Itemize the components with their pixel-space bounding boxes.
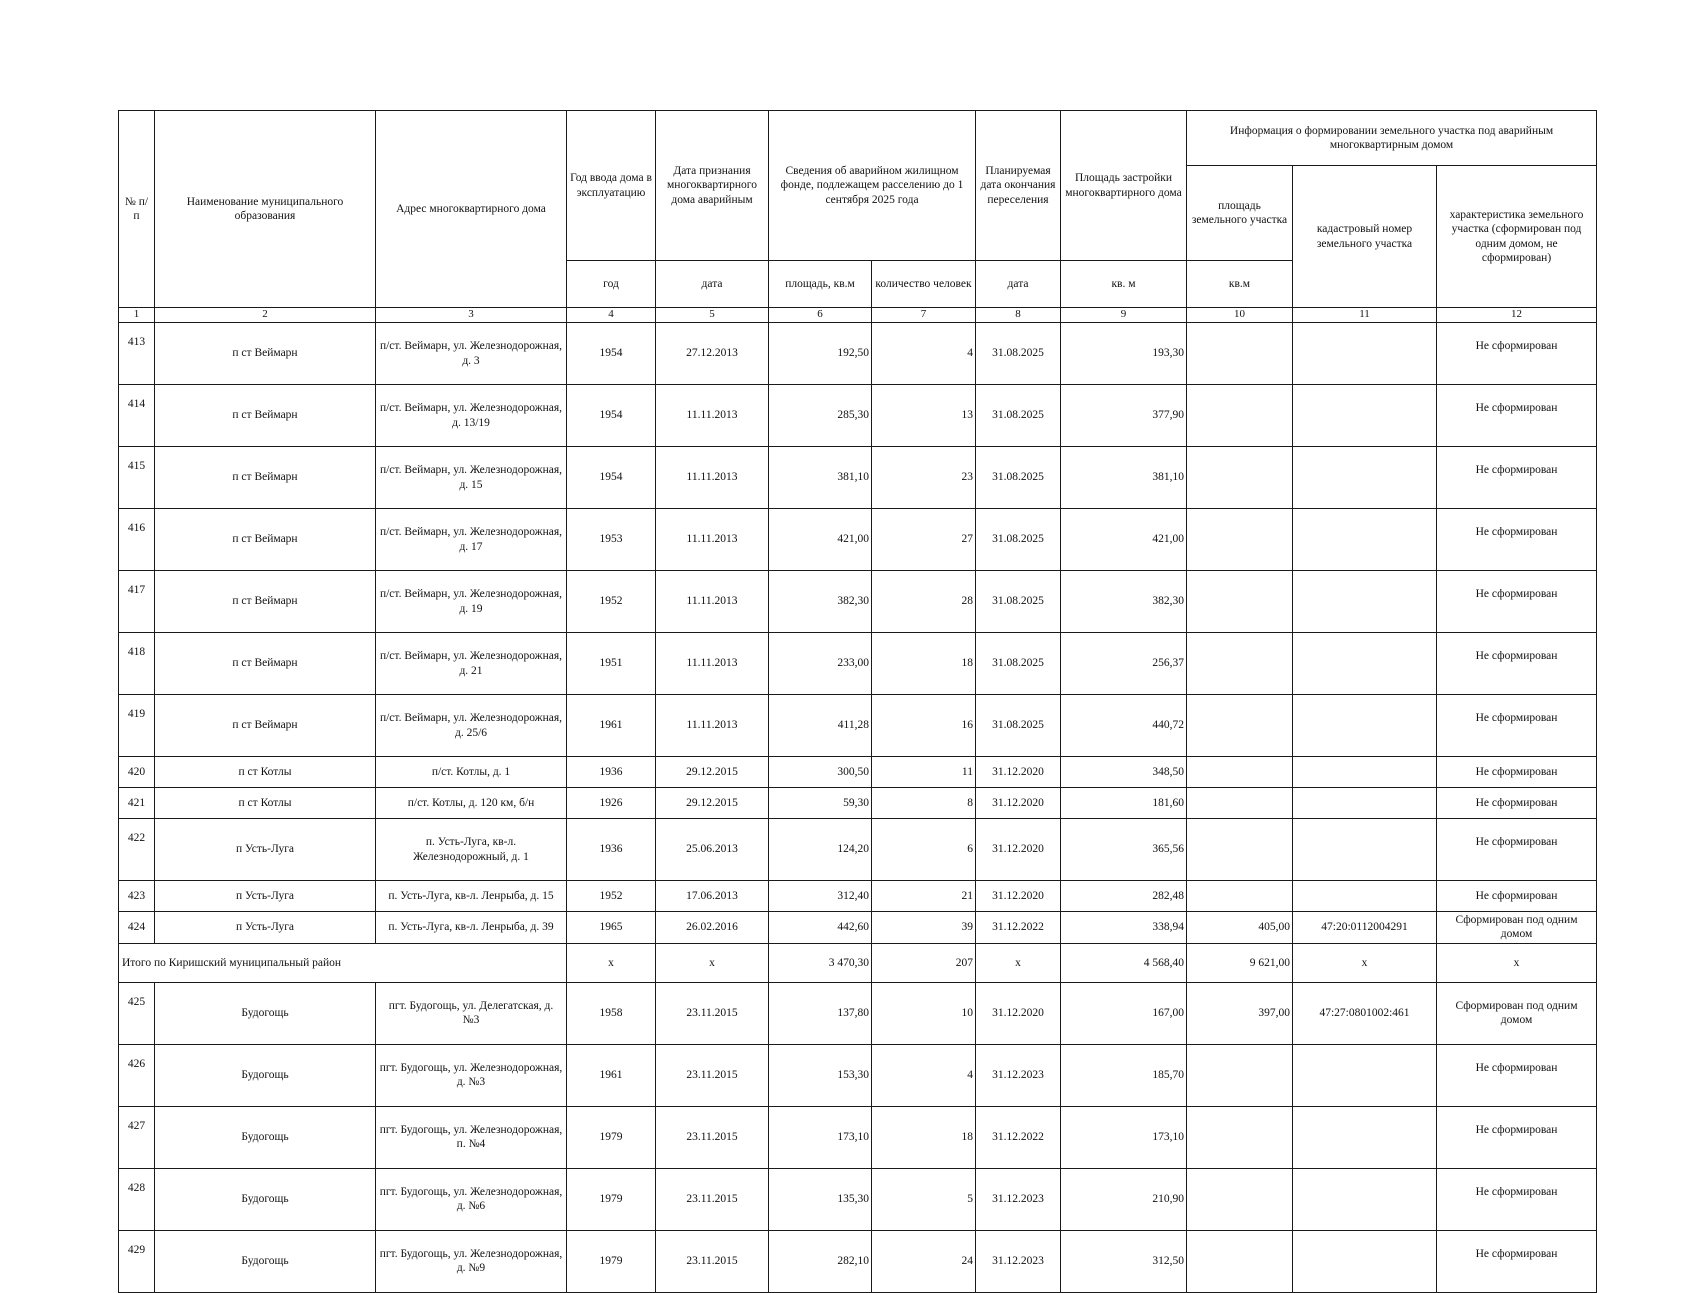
cadastral-number-cell — [1293, 447, 1437, 509]
land-characteristic-cell: Не сформирован — [1437, 695, 1597, 757]
municipality-cell: п ст Веймарн — [155, 571, 376, 633]
address-cell: п/ст. Веймарн, ул. Железнодорожная, д. 21 — [376, 633, 567, 695]
cadastral-number-cell — [1293, 1044, 1437, 1106]
header-col-recognition-date: Дата признания многоквартирного дома аварийным — [656, 111, 769, 261]
recognition-date-cell: 26.02.2016 — [656, 912, 769, 944]
building-area-cell: 256,37 — [1061, 633, 1187, 695]
building-area-cell: 167,00 — [1061, 982, 1187, 1044]
land-area-cell — [1187, 757, 1293, 788]
area-cell: 192,50 — [769, 323, 872, 385]
emergency-housing-table — [118, 110, 1597, 1293]
row-number: 414 — [119, 385, 155, 447]
area-cell: 153,30 — [769, 1044, 872, 1106]
people-cell: 13 — [872, 385, 976, 447]
land-characteristic-cell: Не сформирован — [1437, 819, 1597, 881]
land-characteristic-cell: Не сформирован — [1437, 1044, 1597, 1106]
cadastral-number-cell — [1293, 633, 1437, 695]
building-area-cell: 338,94 — [1061, 912, 1187, 944]
row-number: 426 — [119, 1044, 155, 1106]
header-col-municipality: Наименование муниципального образования — [155, 111, 376, 308]
header-col-land-area: площадь земельного участка — [1187, 166, 1293, 261]
header-col-cadastral-number: кадастровый номер земельного участка — [1293, 166, 1437, 308]
building-area-cell: 282,48 — [1061, 881, 1187, 912]
planned-date-cell: 31.12.2023 — [976, 1044, 1061, 1106]
area-cell: 411,28 — [769, 695, 872, 757]
land-characteristic-cell: Не сформирован — [1437, 447, 1597, 509]
year-cell: 1954 — [567, 385, 656, 447]
header-land-plot-group: Информация о формировании земельного участка под аварийным многоквартирным домом — [1187, 111, 1597, 166]
area-cell: 59,30 — [769, 788, 872, 819]
planned-date-cell: 31.08.2025 — [976, 447, 1061, 509]
cadastral-number-cell — [1293, 1230, 1437, 1292]
cadastral-number-cell — [1293, 509, 1437, 571]
address-cell: пгт. Будогощь, ул. Делегатская, д. №3 — [376, 982, 567, 1044]
municipality-cell: п Усть-Луга — [155, 881, 376, 912]
building-area-cell: 181,60 — [1061, 788, 1187, 819]
table-row — [119, 509, 1597, 571]
area-cell: 312,40 — [769, 881, 872, 912]
land-characteristic-cell: Не сформирован — [1437, 571, 1597, 633]
recognition-date-cell: 25.06.2013 — [656, 819, 769, 881]
address-cell: п/ст. Котлы, д. 1 — [376, 757, 567, 788]
year-cell: 1936 — [567, 757, 656, 788]
address-cell: п/ст. Веймарн, ул. Железнодорожная, д. 25/6 — [376, 695, 567, 757]
recognition-date-cell: 23.11.2015 — [656, 1168, 769, 1230]
recognition-date-cell: 23.11.2015 — [656, 982, 769, 1044]
cadastral-number-cell — [1293, 323, 1437, 385]
area-cell: 382,30 — [769, 571, 872, 633]
total-date: х — [656, 943, 769, 982]
municipality-cell: п Усть-Луга — [155, 912, 376, 944]
year-cell: 1952 — [567, 881, 656, 912]
row-number: 419 — [119, 695, 155, 757]
building-area-cell: 381,10 — [1061, 447, 1187, 509]
table-row — [119, 757, 1597, 788]
year-cell: 1958 — [567, 982, 656, 1044]
recognition-date-cell: 23.11.2015 — [656, 1044, 769, 1106]
address-cell: п/ст. Веймарн, ул. Железнодорожная, д. 17 — [376, 509, 567, 571]
building-area-cell: 365,56 — [1061, 819, 1187, 881]
recognition-date-cell: 29.12.2015 — [656, 757, 769, 788]
recognition-date-cell: 23.11.2015 — [656, 1106, 769, 1168]
table-row — [119, 982, 1597, 1044]
land-characteristic-cell: Не сформирован — [1437, 881, 1597, 912]
planned-date-cell: 31.12.2023 — [976, 1230, 1061, 1292]
row-number: 421 — [119, 788, 155, 819]
municipality-cell: п ст Котлы — [155, 757, 376, 788]
planned-date-cell: 31.12.2022 — [976, 1106, 1061, 1168]
cadastral-number-cell — [1293, 571, 1437, 633]
land-area-cell — [1187, 1230, 1293, 1292]
people-cell: 10 — [872, 982, 976, 1044]
people-cell: 5 — [872, 1168, 976, 1230]
total-year: х — [567, 943, 656, 982]
building-area-cell: 382,30 — [1061, 571, 1187, 633]
column-number: 4 — [567, 308, 656, 323]
municipality-cell: п ст Веймарн — [155, 385, 376, 447]
unit-year: год — [567, 261, 656, 308]
building-area-cell: 348,50 — [1061, 757, 1187, 788]
area-cell: 124,20 — [769, 819, 872, 881]
header-col-planned-date: Планируемая дата окончания переселения — [976, 111, 1061, 261]
unit-people: количество человек — [872, 261, 976, 308]
table-row — [119, 788, 1597, 819]
table-header — [119, 111, 1597, 323]
building-area-cell: 210,90 — [1061, 1168, 1187, 1230]
row-number: 425 — [119, 982, 155, 1044]
land-area-cell — [1187, 695, 1293, 757]
land-area-cell — [1187, 881, 1293, 912]
unit-plan-date: дата — [976, 261, 1061, 308]
area-cell: 135,30 — [769, 1168, 872, 1230]
building-area-cell: 185,70 — [1061, 1044, 1187, 1106]
year-cell: 1961 — [567, 695, 656, 757]
table-row — [119, 447, 1597, 509]
row-number: 413 — [119, 323, 155, 385]
year-cell: 1979 — [567, 1106, 656, 1168]
municipality-cell: Будогощь — [155, 1230, 376, 1292]
year-cell: 1952 — [567, 571, 656, 633]
table-row — [119, 912, 1597, 944]
cadastral-number-cell — [1293, 695, 1437, 757]
cadastral-number-cell — [1293, 1168, 1437, 1230]
building-area-cell: 312,50 — [1061, 1230, 1187, 1292]
planned-date-cell: 31.08.2025 — [976, 695, 1061, 757]
row-number: 416 — [119, 509, 155, 571]
year-cell: 1979 — [567, 1230, 656, 1292]
recognition-date-cell: 11.11.2013 — [656, 447, 769, 509]
address-cell: пгт. Будогощь, ул. Железнодорожная, д. №6 — [376, 1168, 567, 1230]
column-number: 11 — [1293, 308, 1437, 323]
people-cell: 24 — [872, 1230, 976, 1292]
row-number: 428 — [119, 1168, 155, 1230]
year-cell: 1954 — [567, 447, 656, 509]
address-cell: п/ст. Веймарн, ул. Железнодорожная, д. 13/19 — [376, 385, 567, 447]
unit-area: площадь, кв.м — [769, 261, 872, 308]
year-cell: 1953 — [567, 509, 656, 571]
recognition-date-cell: 11.11.2013 — [656, 385, 769, 447]
address-cell: п. Усть-Луга, кв-л. Ленрыба, д. 39 — [376, 912, 567, 944]
planned-date-cell: 31.08.2025 — [976, 323, 1061, 385]
row-number: 427 — [119, 1106, 155, 1168]
table-row — [119, 1168, 1597, 1230]
municipality-cell: п ст Веймарн — [155, 695, 376, 757]
column-number: 7 — [872, 308, 976, 323]
land-characteristic-cell: Не сформирован — [1437, 788, 1597, 819]
column-number: 2 — [155, 308, 376, 323]
municipality-cell: Будогощь — [155, 982, 376, 1044]
cadastral-number-cell: 47:20:0112004291 — [1293, 912, 1437, 944]
municipality-cell: Будогощь — [155, 1044, 376, 1106]
land-characteristic-cell: Не сформирован — [1437, 1106, 1597, 1168]
building-area-cell: 377,90 — [1061, 385, 1187, 447]
row-number: 429 — [119, 1230, 155, 1292]
municipality-cell: п ст Веймарн — [155, 633, 376, 695]
people-cell: 21 — [872, 881, 976, 912]
planned-date-cell: 31.08.2025 — [976, 509, 1061, 571]
people-cell: 4 — [872, 323, 976, 385]
land-characteristic-cell: Не сформирован — [1437, 757, 1597, 788]
column-number: 8 — [976, 308, 1061, 323]
planned-date-cell: 31.12.2022 — [976, 912, 1061, 944]
year-cell: 1954 — [567, 323, 656, 385]
table-row — [119, 695, 1597, 757]
column-number: 6 — [769, 308, 872, 323]
area-cell: 137,80 — [769, 982, 872, 1044]
municipality-cell: п ст Веймарн — [155, 323, 376, 385]
municipality-cell: п ст Веймарн — [155, 447, 376, 509]
table-row — [119, 881, 1597, 912]
address-cell: п/ст. Веймарн, ул. Железнодорожная, д. 19 — [376, 571, 567, 633]
area-cell: 300,50 — [769, 757, 872, 788]
address-cell: пгт. Будогощь, ул. Железнодорожная, д. №3 — [376, 1044, 567, 1106]
land-area-cell — [1187, 819, 1293, 881]
area-cell: 421,00 — [769, 509, 872, 571]
header-col-year: Год ввода дома в эксплуатацию — [567, 111, 656, 261]
land-area-cell — [1187, 1106, 1293, 1168]
people-cell: 16 — [872, 695, 976, 757]
header-col-emergency-fund: Сведения об аварийном жилищном фонде, подлежащем расселению до 1 сентября 2025 года — [769, 111, 976, 261]
row-number: 418 — [119, 633, 155, 695]
total-cadastral: х — [1293, 943, 1437, 982]
table-body — [119, 323, 1597, 1293]
building-area-cell: 193,30 — [1061, 323, 1187, 385]
table-row — [119, 633, 1597, 695]
planned-date-cell: 31.12.2020 — [976, 788, 1061, 819]
people-cell: 6 — [872, 819, 976, 881]
planned-date-cell: 31.12.2020 — [976, 819, 1061, 881]
row-number: 420 — [119, 757, 155, 788]
land-area-cell — [1187, 633, 1293, 695]
unit-date: дата — [656, 261, 769, 308]
cadastral-number-cell: 47:27:0801002:461 — [1293, 982, 1437, 1044]
total-label: Итого по Киришский муниципальный район — [119, 943, 567, 982]
table-row — [119, 819, 1597, 881]
cadastral-number-cell — [1293, 881, 1437, 912]
column-number: 9 — [1061, 308, 1187, 323]
table-row — [119, 323, 1597, 385]
area-cell: 282,10 — [769, 1230, 872, 1292]
land-characteristic-cell: Не сформирован — [1437, 1230, 1597, 1292]
column-number: 12 — [1437, 308, 1597, 323]
people-cell: 27 — [872, 509, 976, 571]
header-col-land-characteristic: характеристика земельного участка (сформирован под одним домом, не сформирован) — [1437, 166, 1597, 308]
people-cell: 11 — [872, 757, 976, 788]
unit-land-area: кв.м — [1187, 261, 1293, 308]
land-area-cell — [1187, 571, 1293, 633]
column-number: 10 — [1187, 308, 1293, 323]
people-cell: 28 — [872, 571, 976, 633]
recognition-date-cell: 11.11.2013 — [656, 695, 769, 757]
row-number: 423 — [119, 881, 155, 912]
people-cell: 23 — [872, 447, 976, 509]
table-row — [119, 1106, 1597, 1168]
people-cell: 18 — [872, 1106, 976, 1168]
area-cell: 442,60 — [769, 912, 872, 944]
planned-date-cell: 31.12.2020 — [976, 982, 1061, 1044]
total-characteristic: х — [1437, 943, 1597, 982]
land-area-cell — [1187, 447, 1293, 509]
land-area-cell — [1187, 323, 1293, 385]
land-area-cell — [1187, 1168, 1293, 1230]
people-cell: 18 — [872, 633, 976, 695]
land-area-cell — [1187, 385, 1293, 447]
row-number: 415 — [119, 447, 155, 509]
address-cell: п. Усть-Луга, кв-л. Железнодорожный, д. 1 — [376, 819, 567, 881]
header-col-number: № п/п — [119, 111, 155, 308]
recognition-date-cell: 27.12.2013 — [656, 323, 769, 385]
building-area-cell: 173,10 — [1061, 1106, 1187, 1168]
row-number: 422 — [119, 819, 155, 881]
area-cell: 233,00 — [769, 633, 872, 695]
land-characteristic-cell: Не сформирован — [1437, 1168, 1597, 1230]
municipality-cell: Будогощь — [155, 1106, 376, 1168]
column-number: 1 — [119, 308, 155, 323]
planned-date-cell: 31.12.2023 — [976, 1168, 1061, 1230]
column-number: 3 — [376, 308, 567, 323]
year-cell: 1961 — [567, 1044, 656, 1106]
planned-date-cell: 31.12.2020 — [976, 881, 1061, 912]
area-cell: 285,30 — [769, 385, 872, 447]
land-characteristic-cell: Не сформирован — [1437, 633, 1597, 695]
address-cell: пгт. Будогощь, ул. Железнодорожная, п. №4 — [376, 1106, 567, 1168]
cadastral-number-cell — [1293, 1106, 1437, 1168]
land-area-cell: 405,00 — [1187, 912, 1293, 944]
total-plan-date: х — [976, 943, 1061, 982]
table-row — [119, 571, 1597, 633]
people-cell: 8 — [872, 788, 976, 819]
land-characteristic-cell: Не сформирован — [1437, 509, 1597, 571]
address-cell: п/ст. Веймарн, ул. Железнодорожная, д. 15 — [376, 447, 567, 509]
address-cell: п/ст. Котлы, д. 120 км, б/н — [376, 788, 567, 819]
year-cell: 1979 — [567, 1168, 656, 1230]
total-building-area: 4 568,40 — [1061, 943, 1187, 982]
recognition-date-cell: 11.11.2013 — [656, 509, 769, 571]
address-cell: пгт. Будогощь, ул. Железнодорожная, д. №9 — [376, 1230, 567, 1292]
municipality-cell: п Усть-Луга — [155, 819, 376, 881]
recognition-date-cell: 23.11.2015 — [656, 1230, 769, 1292]
planned-date-cell: 31.08.2025 — [976, 571, 1061, 633]
building-area-cell: 421,00 — [1061, 509, 1187, 571]
address-cell: п/ст. Веймарн, ул. Железнодорожная, д. 3 — [376, 323, 567, 385]
cadastral-number-cell — [1293, 788, 1437, 819]
year-cell: 1951 — [567, 633, 656, 695]
planned-date-cell: 31.08.2025 — [976, 633, 1061, 695]
unit-building-area: кв. м — [1061, 261, 1187, 308]
area-cell: 381,10 — [769, 447, 872, 509]
year-cell: 1965 — [567, 912, 656, 944]
emergency-housing-table-sheet — [118, 110, 1596, 1293]
year-cell: 1926 — [567, 788, 656, 819]
recognition-date-cell: 29.12.2015 — [656, 788, 769, 819]
recognition-date-cell: 11.11.2013 — [656, 633, 769, 695]
municipality-cell: п ст Котлы — [155, 788, 376, 819]
total-people: 207 — [872, 943, 976, 982]
land-area-cell — [1187, 509, 1293, 571]
header-col-building-area: Площадь застройки многоквартирного дома — [1061, 111, 1187, 261]
land-characteristic-cell: Не сформирован — [1437, 385, 1597, 447]
year-cell: 1936 — [567, 819, 656, 881]
row-number: 424 — [119, 912, 155, 944]
column-number: 5 — [656, 308, 769, 323]
building-area-cell: 440,72 — [1061, 695, 1187, 757]
table-row — [119, 1230, 1597, 1292]
land-area-cell — [1187, 1044, 1293, 1106]
land-characteristic-cell: Сформирован под одним домом — [1437, 982, 1597, 1044]
people-cell: 39 — [872, 912, 976, 944]
cadastral-number-cell — [1293, 385, 1437, 447]
table-row — [119, 385, 1597, 447]
land-characteristic-cell: Не сформирован — [1437, 323, 1597, 385]
cadastral-number-cell — [1293, 757, 1437, 788]
total-land-area: 9 621,00 — [1187, 943, 1293, 982]
header-col-address: Адрес многоквартирного дома — [376, 111, 567, 308]
cadastral-number-cell — [1293, 819, 1437, 881]
planned-date-cell: 31.08.2025 — [976, 385, 1061, 447]
people-cell: 4 — [872, 1044, 976, 1106]
total-area: 3 470,30 — [769, 943, 872, 982]
area-cell: 173,10 — [769, 1106, 872, 1168]
recognition-date-cell: 17.06.2013 — [656, 881, 769, 912]
total-row — [119, 943, 1597, 982]
planned-date-cell: 31.12.2020 — [976, 757, 1061, 788]
address-cell: п. Усть-Луга, кв-л. Ленрыба, д. 15 — [376, 881, 567, 912]
recognition-date-cell: 11.11.2013 — [656, 571, 769, 633]
land-area-cell — [1187, 788, 1293, 819]
land-characteristic-cell: Сформирован под одним домом — [1437, 912, 1597, 944]
municipality-cell: п ст Веймарн — [155, 509, 376, 571]
table-row — [119, 1044, 1597, 1106]
land-area-cell: 397,00 — [1187, 982, 1293, 1044]
row-number: 417 — [119, 571, 155, 633]
municipality-cell: Будогощь — [155, 1168, 376, 1230]
